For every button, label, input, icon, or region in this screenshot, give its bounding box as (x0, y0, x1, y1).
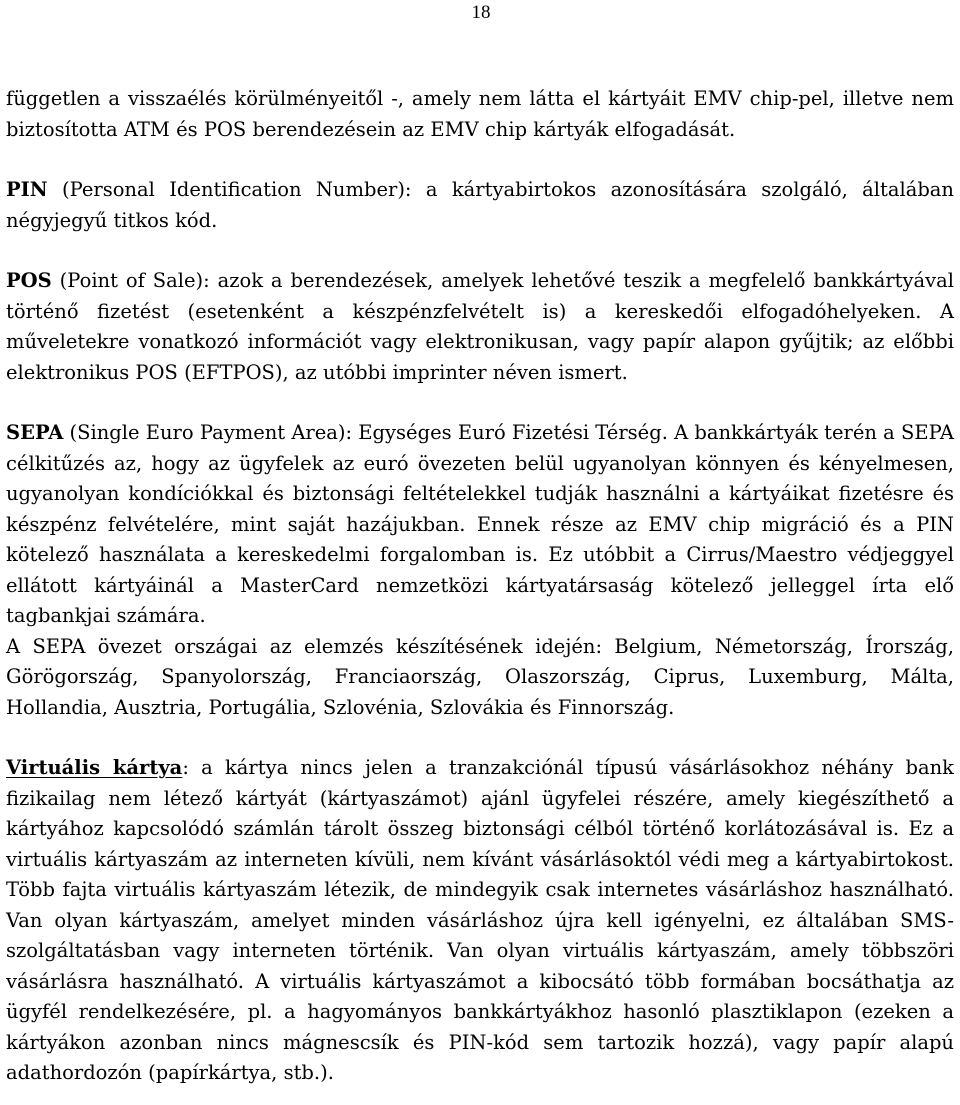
paragraph-sepa-definition (6, 418, 954, 632)
term-sepa: SEPA (6, 421, 64, 444)
paragraph-virtual-card-definition (6, 753, 954, 1089)
paragraph-sepa-countries: A SEPA övezet országai az elemzés készítésének idején: Belgium, Németország, Írország, Görögország, Spanyolország, Franciaország, Olaszország, Ciprus, Luxemburg, Málta, Hollandia, Ausztria, Portugália, Szlovénia, Szlovákia és Finnország. (6, 634, 954, 719)
paragraph-pos-definition (6, 266, 954, 388)
paragraph-emv-liability: független a visszaélés körülményeitől -, amely nem látta el kártyáit EMV chip-pel, illetve nem biztosította ATM és POS berendezésein az EMV chip kártyák elfogadását. (6, 87, 954, 141)
term-pin: PIN (6, 178, 48, 201)
definition-virtual-card: : a kártya nincs jelen a tranzakciónál típusú vásárlásokhoz néhány bank fizikailag nem létező kártyát (kártyaszámot) ajánl ügyfelei részére, amely kiegészíthető a kártyához kapcsolódó számlán tárolt összeg biztonsági célból történő korlátozásával is. Ez a virtuális kártyaszám az interneten kívüli, nem kívánt vásárlásoktól védi meg a kártyabirtokost. Több fajta virtuális kártyaszám létezik, de mindegyik csak internetes vásárláshoz használható. Van olyan kártyaszám, amelyet minden vásárláshoz újra kell igényelni, ez általában SMS-szolgáltatásban vagy interneten történik. Van olyan virtuális kártyaszám, amely többszöri vásárlásra használható. A virtuális kártyaszámot a kibocsátó több formában bocsáthatja az ügyfél rendelkezésére, pl. a hagyományos bankkártyákhoz hasonló plasztiklapon (ezeken a kártyákon azonban nincs mágnescsík és PIN-kód sem tartozik hozzá), vagy papír alapú adathordozón (papírkártya, stb.). (6, 756, 954, 1084)
definition-pin: (Personal Identification Number): a kártyabirtokos azonosítására szolgáló, általában négyjegyű titkos kód. (6, 178, 954, 232)
term-pos: POS (6, 269, 52, 292)
term-virtual-card: Virtuális kártya (6, 756, 183, 779)
definition-pos: (Point of Sale): azok a berendezések, amelyek lehetővé teszik a megfelelő bankkártyával történő fizetést (esetenként a készpénzfelvételt is) a kereskedői elfogadóhelyeken. A műveletekre vonatkozó információt vagy elektronikusan, vagy papír alapon gyűjtik; az előbbi elektronikus POS (EFTPOS), az utóbbi imprinter néven ismert. (6, 269, 954, 384)
paragraph-spacer (6, 145, 954, 175)
page-number: 18 (471, 2, 491, 23)
page-body (6, 84, 954, 1089)
paragraph-pin-definition (6, 175, 954, 236)
definition-sepa: (Single Euro Payment Area): Egységes Euró Fizetési Térség. A bankkártyák terén a SEPA célkitűzés az, hogy az ügyfelek az euró övezeten belül ugyanolyan könnyen és kényelmesen, ugyanolyan kondíciókkal és biztonsági feltételekkel tudják használni a kártyáikat fizetésre és készpénz felvételére, mint saját hazájukban. Ennek része az EMV chip migráció és a PIN kötelező használata a kereskedelmi forgalomban is. Ez utóbbit a Cirrus/Maestro védjeggyel ellátott kártyáinál a MasterCard nemzetközi kártyatársaság kötelező jelleggel írta elő tagbankjai számára. (6, 421, 954, 627)
paragraph-spacer (6, 388, 954, 418)
paragraph-spacer (6, 236, 954, 266)
paragraph-spacer (6, 723, 954, 753)
